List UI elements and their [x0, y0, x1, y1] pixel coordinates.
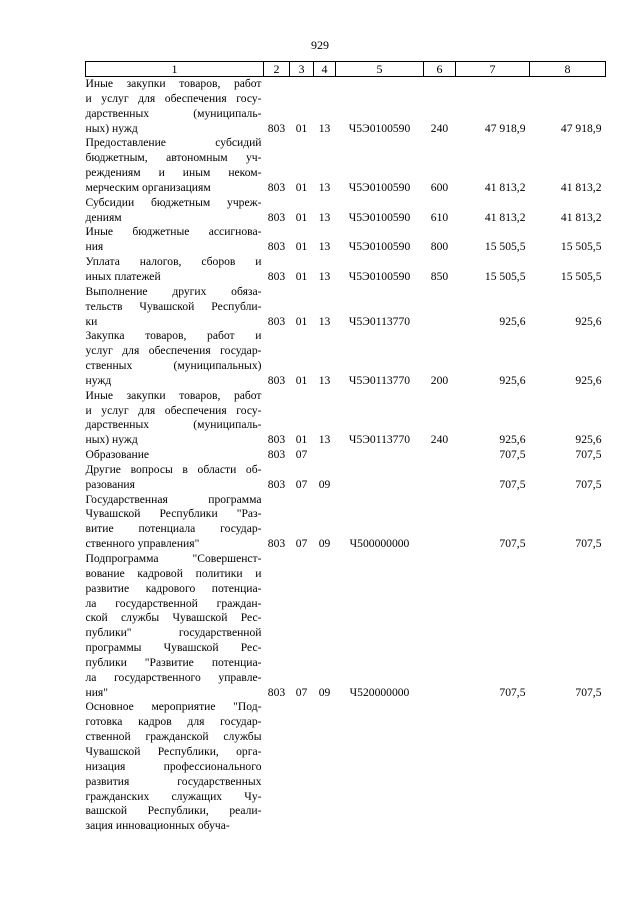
expense-type-code: 240: [430, 433, 449, 447]
amount-year-2: 707,5: [575, 537, 602, 551]
amount-year-1: 15 505,5: [484, 240, 526, 254]
section-code: 01: [295, 433, 308, 447]
table-row: [86, 463, 606, 493]
amount-year-1: 47 918,9: [484, 121, 526, 135]
row-name-line: вование кадровой политики и: [85, 566, 262, 580]
target-article-code: Ч5Э0100590: [348, 269, 411, 283]
row-name-line: Закупка товаров, работ и: [85, 329, 262, 343]
row-name-line: ния": [85, 685, 108, 699]
expense-type-code: 600: [430, 180, 449, 194]
row-name-line: готовка кадров для государ-: [85, 715, 262, 729]
row-name-line: Уплата налогов, сборов и: [85, 255, 262, 269]
section-code: 01: [295, 373, 308, 387]
row-name-line: Другие вопросы в области об-: [85, 462, 262, 476]
row-name-line: программы Чувашской Рес-: [85, 641, 262, 655]
row-name-line: развитие кадрового потенциа-: [85, 581, 262, 595]
row-name-cell: [86, 389, 264, 448]
row-name-line: мерческим организациям: [85, 180, 211, 194]
row-name-line: ния: [85, 240, 104, 254]
row-name-line: ки: [85, 314, 98, 328]
header-cell: 5: [336, 62, 424, 77]
amount-year-2: 707,5: [575, 448, 602, 462]
row-name-cell: [86, 463, 264, 493]
row-name-cell: [86, 552, 264, 700]
amount-year-2: 925,6: [575, 314, 602, 328]
row-name-line: реждениям и иным неком-: [85, 166, 262, 180]
row-name-cell: [86, 77, 264, 137]
ministry-code: 803: [267, 121, 286, 135]
amount-year-2: 15 505,5: [560, 269, 602, 283]
expense-type-code: 850: [430, 269, 449, 283]
subsection-code: 09: [318, 477, 331, 491]
table-row: [86, 196, 606, 226]
subsection-code: 13: [318, 210, 331, 224]
target-article-code: Ч5Э0113770: [348, 433, 411, 447]
amount-year-1: 707,5: [499, 537, 526, 551]
amount-year-1: 925,6: [499, 373, 526, 387]
subsection-code: [314, 700, 336, 834]
expense-type-code: 200: [430, 373, 449, 387]
header-cell: 3: [290, 62, 314, 77]
table-row: [86, 77, 606, 137]
row-name-line: Образование: [85, 448, 150, 462]
row-name-cell: [86, 493, 264, 552]
row-name-cell: [86, 700, 264, 834]
row-name-line: витие потенциала государ-: [85, 522, 262, 536]
target-article-code: Ч5Э0113770: [348, 373, 411, 387]
table-row: [86, 552, 606, 700]
subsection-code: 13: [318, 121, 331, 135]
target-article-code: Ч5Э0100590: [348, 121, 411, 135]
row-name-line: бюджетным, автономным уч-: [85, 151, 262, 165]
row-name-line: Предоставление субсидий: [85, 136, 262, 150]
row-name-line: Субсидии бюджетным учреж-: [85, 195, 262, 209]
row-name-line: Основное мероприятие "Под-: [85, 700, 262, 714]
ministry-code: 803: [267, 373, 286, 387]
expense-type-code: 800: [430, 240, 449, 254]
subsection-code: 09: [318, 685, 331, 699]
section-code: 01: [295, 210, 308, 224]
row-name-line: дарственных (муниципаль-: [85, 418, 262, 432]
expense-type-code: [424, 448, 456, 463]
row-name-line: публики "Развитие потенциа-: [85, 655, 262, 669]
target-article-code: Ч5Э0100590: [348, 240, 411, 254]
target-article-code: Ч5Э0100590: [348, 180, 411, 194]
section-code: 01: [295, 180, 308, 194]
amount-year-2: 925,6: [575, 433, 602, 447]
table-body: [86, 77, 606, 835]
row-name-line: иных платежей: [85, 269, 161, 283]
amount-year-1: 925,6: [499, 433, 526, 447]
target-article-code: Ч500000000: [349, 537, 410, 551]
header-row: [86, 62, 606, 77]
expense-type-code: 610: [430, 210, 449, 224]
amount-year-2: 15 505,5: [560, 240, 602, 254]
row-name-line: нужд: [85, 373, 112, 387]
row-name-line: ных) нужд: [85, 121, 138, 135]
row-name-line: Иные закупки товаров, работ: [85, 77, 262, 90]
amount-year-1: 707,5: [499, 685, 526, 699]
row-name-line: Иные бюджетные ассигнова-: [85, 225, 262, 239]
row-name-line: и услуг для обеспечения госу-: [85, 91, 262, 105]
header-cell: 6: [424, 62, 456, 77]
target-article-code: Ч5Э0113770: [348, 314, 411, 328]
amount-year-2: 47 918,9: [560, 121, 602, 135]
ministry-code: 803: [267, 537, 286, 551]
ministry-code: 803: [267, 180, 286, 194]
row-name-line: и услуг для обеспечения госу-: [85, 403, 262, 417]
expense-type-code: [424, 552, 456, 700]
subsection-code: 13: [318, 240, 331, 254]
row-name-line: публики" государственной: [85, 626, 262, 640]
header-cell: 4: [314, 62, 336, 77]
ministry-code: 803: [267, 314, 286, 328]
table-row: [86, 255, 606, 285]
expense-type-code: [424, 700, 456, 834]
ministry-code: 803: [267, 240, 286, 254]
row-name-line: ственной гражданской службы: [85, 730, 262, 744]
row-name-line: ла государственного управле-: [85, 670, 262, 684]
row-name-cell: [86, 136, 264, 195]
expense-type-code: [424, 493, 456, 552]
expense-type-code: [424, 285, 456, 330]
section-code: [290, 700, 314, 834]
table-row: [86, 225, 606, 255]
row-name-line: дениям: [85, 210, 122, 224]
ministry-code: 803: [267, 685, 286, 699]
expense-type-code: 240: [430, 121, 449, 135]
row-name-cell: [86, 285, 264, 330]
subsection-code: 13: [318, 373, 331, 387]
subsection-code: 13: [318, 180, 331, 194]
amount-year-2: [530, 700, 606, 834]
header-cell: 2: [264, 62, 290, 77]
section-code: 01: [295, 314, 308, 328]
target-article-code: [336, 448, 424, 463]
row-name-line: ственных (муниципальных): [85, 359, 262, 373]
subsection-code: [314, 448, 336, 463]
row-name-line: зация инновационных обуча-: [85, 819, 230, 833]
amount-year-1: 925,6: [499, 314, 526, 328]
row-name-line: развития государственных: [85, 774, 262, 788]
row-name-line: дарственных (муниципаль-: [85, 106, 262, 120]
subsection-code: 13: [318, 269, 331, 283]
row-name-line: тельств Чувашской Республи-: [85, 299, 262, 313]
table-row: [86, 700, 606, 834]
table-row: [86, 136, 606, 195]
section-code: 01: [295, 121, 308, 135]
row-name-line: услуг для обеспечения государ-: [85, 344, 262, 358]
amount-year-1: 41 813,2: [484, 180, 526, 194]
amount-year-2: 707,5: [575, 685, 602, 699]
row-name-cell: [86, 255, 264, 285]
row-name-line: ных) нужд: [85, 433, 138, 447]
row-name-line: ла государственной граждан-: [85, 596, 262, 610]
amount-year-1: 707,5: [499, 477, 526, 491]
table-row: [86, 285, 606, 330]
section-code: 07: [295, 448, 308, 462]
ministry-code: 803: [267, 210, 286, 224]
expense-type-code: [424, 463, 456, 493]
page-number: 929: [311, 38, 329, 52]
section-code: 01: [295, 269, 308, 283]
amount-year-2: 41 813,2: [560, 210, 602, 224]
amount-year-1: [456, 700, 530, 834]
header-cell: 8: [530, 62, 606, 77]
amount-year-2: 925,6: [575, 373, 602, 387]
table-row: [86, 329, 606, 388]
ministry-code: 803: [267, 269, 286, 283]
row-name-line: Выполнение других обяза-: [85, 284, 262, 298]
row-name-line: низация профессионального: [85, 759, 262, 773]
header-cell: 1: [86, 62, 264, 77]
target-article-code: [336, 463, 424, 493]
table-row: [86, 389, 606, 448]
row-name-line: Чувашской Республики, орга-: [85, 744, 262, 758]
row-name-cell: [86, 448, 264, 463]
header-cell: 7: [456, 62, 530, 77]
row-name-line: ственного управления": [85, 537, 200, 551]
amount-year-1: 15 505,5: [484, 269, 526, 283]
ministry-code: 803: [267, 448, 286, 462]
amount-year-1: 41 813,2: [484, 210, 526, 224]
amount-year-1: 707,5: [499, 448, 526, 462]
row-name-line: Иные закупки товаров, работ: [85, 388, 262, 402]
row-name-line: Государственная программа: [85, 492, 262, 506]
row-name-line: Подпрограмма "Совершенст-: [85, 552, 262, 565]
target-article-code: Ч520000000: [349, 685, 410, 699]
amount-year-2: 41 813,2: [560, 180, 602, 194]
subsection-code: 13: [318, 433, 331, 447]
row-name-line: гражданских служащих Чу-: [85, 789, 262, 803]
budget-table: [85, 61, 606, 834]
row-name-cell: [86, 225, 264, 255]
row-name-line: ской службы Чувашской Рес-: [85, 611, 262, 625]
subsection-code: 09: [318, 537, 331, 551]
ministry-code: 803: [267, 477, 286, 491]
row-name-cell: [86, 196, 264, 226]
row-name-line: Чувашской Республики "Раз-: [85, 507, 262, 521]
target-article-code: [336, 700, 424, 834]
row-name-line: разования: [85, 477, 135, 491]
section-code: 07: [295, 537, 308, 551]
table-row: [86, 448, 606, 463]
table-row: [86, 493, 606, 552]
amount-year-2: 707,5: [575, 477, 602, 491]
subsection-code: 13: [318, 314, 331, 328]
section-code: 07: [295, 477, 308, 491]
row-name-cell: [86, 329, 264, 388]
target-article-code: Ч5Э0100590: [348, 210, 411, 224]
ministry-code: 803: [267, 433, 286, 447]
row-name-line: вашской Республики, реали-: [85, 804, 262, 818]
ministry-code: [264, 700, 290, 834]
section-code: 07: [295, 685, 308, 699]
section-code: 01: [295, 240, 308, 254]
